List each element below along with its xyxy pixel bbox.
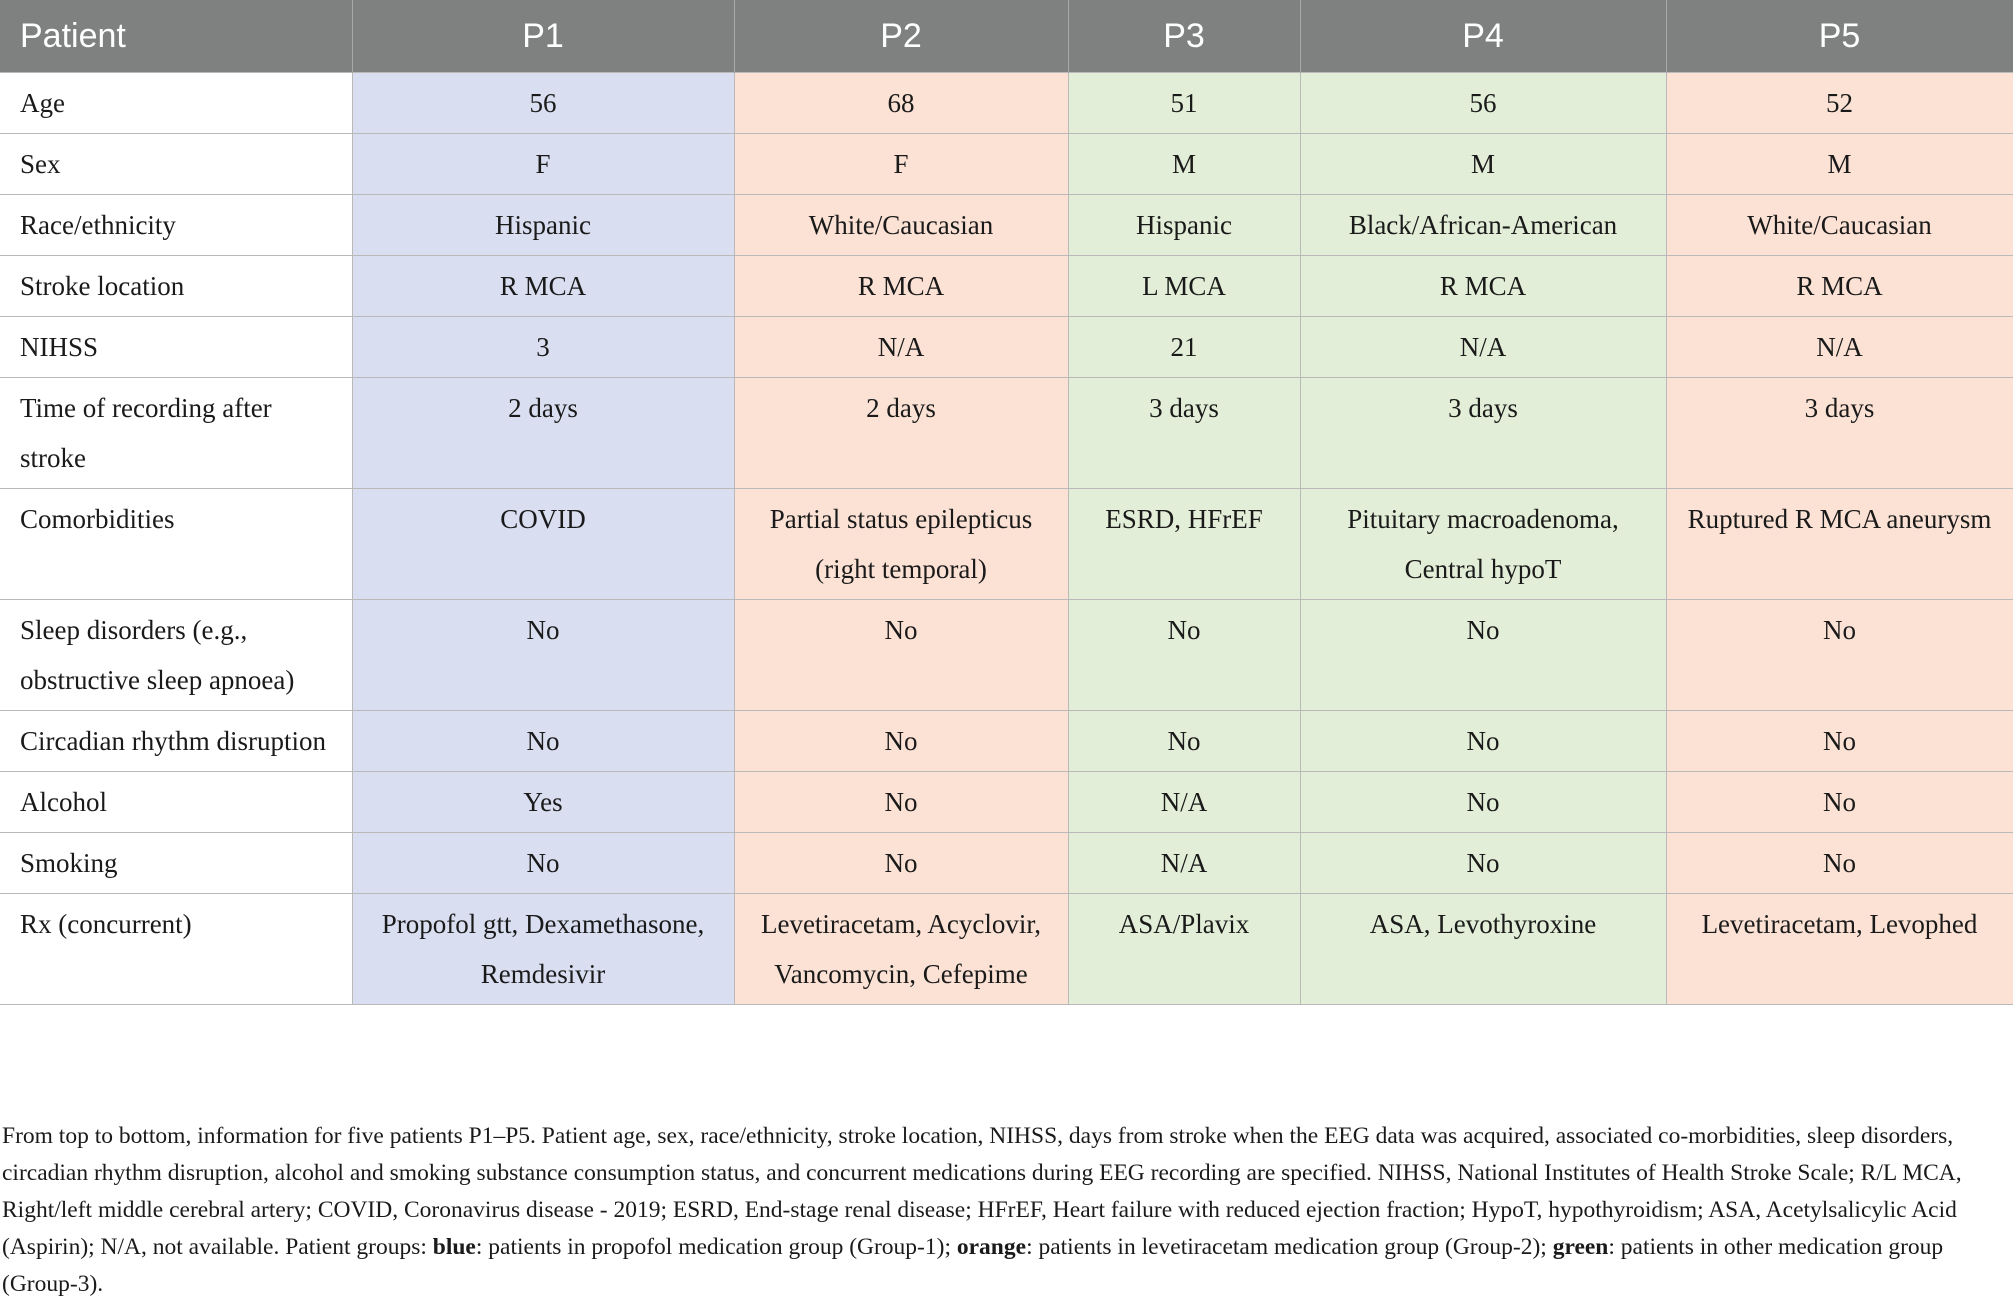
- cell-p4: No: [1300, 600, 1666, 711]
- table-row: [0, 73, 2013, 134]
- caption-orange-desc: : patients in levetiracetam medication group (Group-2);: [1026, 1234, 1553, 1260]
- cell-p5: N/A: [1666, 317, 2013, 378]
- cell-p2: No: [734, 600, 1068, 711]
- cell-p1: F: [352, 134, 734, 195]
- table-row: [0, 711, 2013, 772]
- row-label: Circadian rhythm disruption: [0, 711, 352, 772]
- cell-p3: No: [1068, 600, 1300, 711]
- cell-p2: F: [734, 134, 1068, 195]
- caption-intro: From top to bottom, information for five patients P1–P5. Patient age, sex, race/ethnicity, stroke location, NIHSS, days from stroke when the EEG data was acquired, associated co-morbidities, sleep disorders, circadian rhythm disruption, alcohol and smoking substance consumption status, and concurrent medications during EEG recording are specified. NIHSS, National Institutes of Health Stroke Scale; R/L MCA, Right/left middle cerebral artery; COVID, Coronavirus disease - 2019; ESRD, End-stage renal disease; HFrEF, Heart failure with reduced ejection fraction; HypoT, hypothyroidism; ASA, Acetylsalicylic Acid (Aspirin); N/A, not available. Patient groups:: [2, 1123, 1962, 1260]
- header-p3: P3: [1068, 0, 1300, 73]
- cell-p1: 2 days: [352, 378, 734, 489]
- cell-p1: Hispanic: [352, 195, 734, 256]
- table-row: [0, 256, 2013, 317]
- cell-p3: Hispanic: [1068, 195, 1300, 256]
- header-p5: P5: [1666, 0, 2013, 73]
- row-label: Smoking: [0, 833, 352, 894]
- cell-p5: Levetiracetam, Levophed: [1666, 894, 2013, 1005]
- table-row: [0, 317, 2013, 378]
- cell-p5: No: [1666, 711, 2013, 772]
- cell-p5: No: [1666, 833, 2013, 894]
- cell-p1: No: [352, 711, 734, 772]
- table-row: [0, 489, 2013, 600]
- table-body: [0, 73, 2013, 1005]
- cell-p2: R MCA: [734, 256, 1068, 317]
- cell-p5: No: [1666, 600, 2013, 711]
- cell-p4: Black/African-American: [1300, 195, 1666, 256]
- cell-p1: COVID: [352, 489, 734, 600]
- header-p1: P1: [352, 0, 734, 73]
- cell-p4: Pituitary macroadenoma, Central hypoT: [1300, 489, 1666, 600]
- table-row: [0, 894, 2013, 1005]
- header-p4: P4: [1300, 0, 1666, 73]
- cell-p5: 52: [1666, 73, 2013, 134]
- cell-p5: Ruptured R MCA aneurysm: [1666, 489, 2013, 600]
- caption-green-word: green: [1552, 1234, 1609, 1260]
- row-label: Stroke location: [0, 256, 352, 317]
- cell-p1: No: [352, 600, 734, 711]
- cell-p3: 3 days: [1068, 378, 1300, 489]
- caption-blue-desc: : patients in propofol medication group (Group-1);: [475, 1234, 957, 1260]
- cell-p5: 3 days: [1666, 378, 2013, 489]
- cell-p4: N/A: [1300, 317, 1666, 378]
- cell-p2: No: [734, 711, 1068, 772]
- cell-p1: 56: [352, 73, 734, 134]
- cell-p2: N/A: [734, 317, 1068, 378]
- cell-p2: 68: [734, 73, 1068, 134]
- cell-p3: ESRD, HFrEF: [1068, 489, 1300, 600]
- row-label: Sleep disorders (e.g., obstructive sleep apnoea): [0, 600, 352, 711]
- row-label: Time of recording after stroke: [0, 378, 352, 489]
- cell-p4: R MCA: [1300, 256, 1666, 317]
- cell-p5: M: [1666, 134, 2013, 195]
- table-header-row: [0, 0, 2013, 73]
- cell-p2: White/Caucasian: [734, 195, 1068, 256]
- cell-p3: No: [1068, 711, 1300, 772]
- cell-p1: 3: [352, 317, 734, 378]
- row-label: NIHSS: [0, 317, 352, 378]
- cell-p4: ASA, Levothyroxine: [1300, 894, 1666, 1005]
- header-p2: P2: [734, 0, 1068, 73]
- cell-p3: N/A: [1068, 772, 1300, 833]
- cell-p4: 56: [1300, 73, 1666, 134]
- cell-p5: No: [1666, 772, 2013, 833]
- row-label: Race/ethnicity: [0, 195, 352, 256]
- caption-green-desc: : patients in other medication group (Group-3).: [2, 1234, 1944, 1297]
- table-row: [0, 378, 2013, 489]
- cell-p3: N/A: [1068, 833, 1300, 894]
- cell-p4: No: [1300, 772, 1666, 833]
- cell-p2: 2 days: [734, 378, 1068, 489]
- table-row: [0, 195, 2013, 256]
- cell-p3: 21: [1068, 317, 1300, 378]
- cell-p3: ASA/Plavix: [1068, 894, 1300, 1005]
- table-row: [0, 772, 2013, 833]
- cell-p2: No: [734, 772, 1068, 833]
- cell-p3: L MCA: [1068, 256, 1300, 317]
- cell-p4: No: [1300, 711, 1666, 772]
- row-label: Age: [0, 73, 352, 134]
- cell-p2: No: [734, 833, 1068, 894]
- cell-p4: M: [1300, 134, 1666, 195]
- cell-p1: Propofol gtt, Dexamethasone, Remdesivir: [352, 894, 734, 1005]
- cell-p4: 3 days: [1300, 378, 1666, 489]
- cell-p2: Partial status epilepticus (right temporal): [734, 489, 1068, 600]
- row-label: Rx (concurrent): [0, 894, 352, 1005]
- caption-orange-word: orange: [956, 1234, 1027, 1260]
- cell-p3: 51: [1068, 73, 1300, 134]
- table-row: [0, 833, 2013, 894]
- cell-p3: M: [1068, 134, 1300, 195]
- header-patient: Patient: [0, 0, 352, 73]
- cell-p1: Yes: [352, 772, 734, 833]
- cell-p1: No: [352, 833, 734, 894]
- cell-p5: R MCA: [1666, 256, 2013, 317]
- cell-p4: No: [1300, 833, 1666, 894]
- table-caption: [2, 1118, 1997, 1303]
- row-label: Alcohol: [0, 772, 352, 833]
- cell-p2: Levetiracetam, Acyclovir, Vancomycin, Cefepime: [734, 894, 1068, 1005]
- table-row: [0, 134, 2013, 195]
- row-label: Sex: [0, 134, 352, 195]
- caption-blue-word: blue: [432, 1234, 476, 1260]
- cell-p1: R MCA: [352, 256, 734, 317]
- cell-p5: White/Caucasian: [1666, 195, 2013, 256]
- table-row: [0, 600, 2013, 711]
- row-label: Comorbidities: [0, 489, 352, 600]
